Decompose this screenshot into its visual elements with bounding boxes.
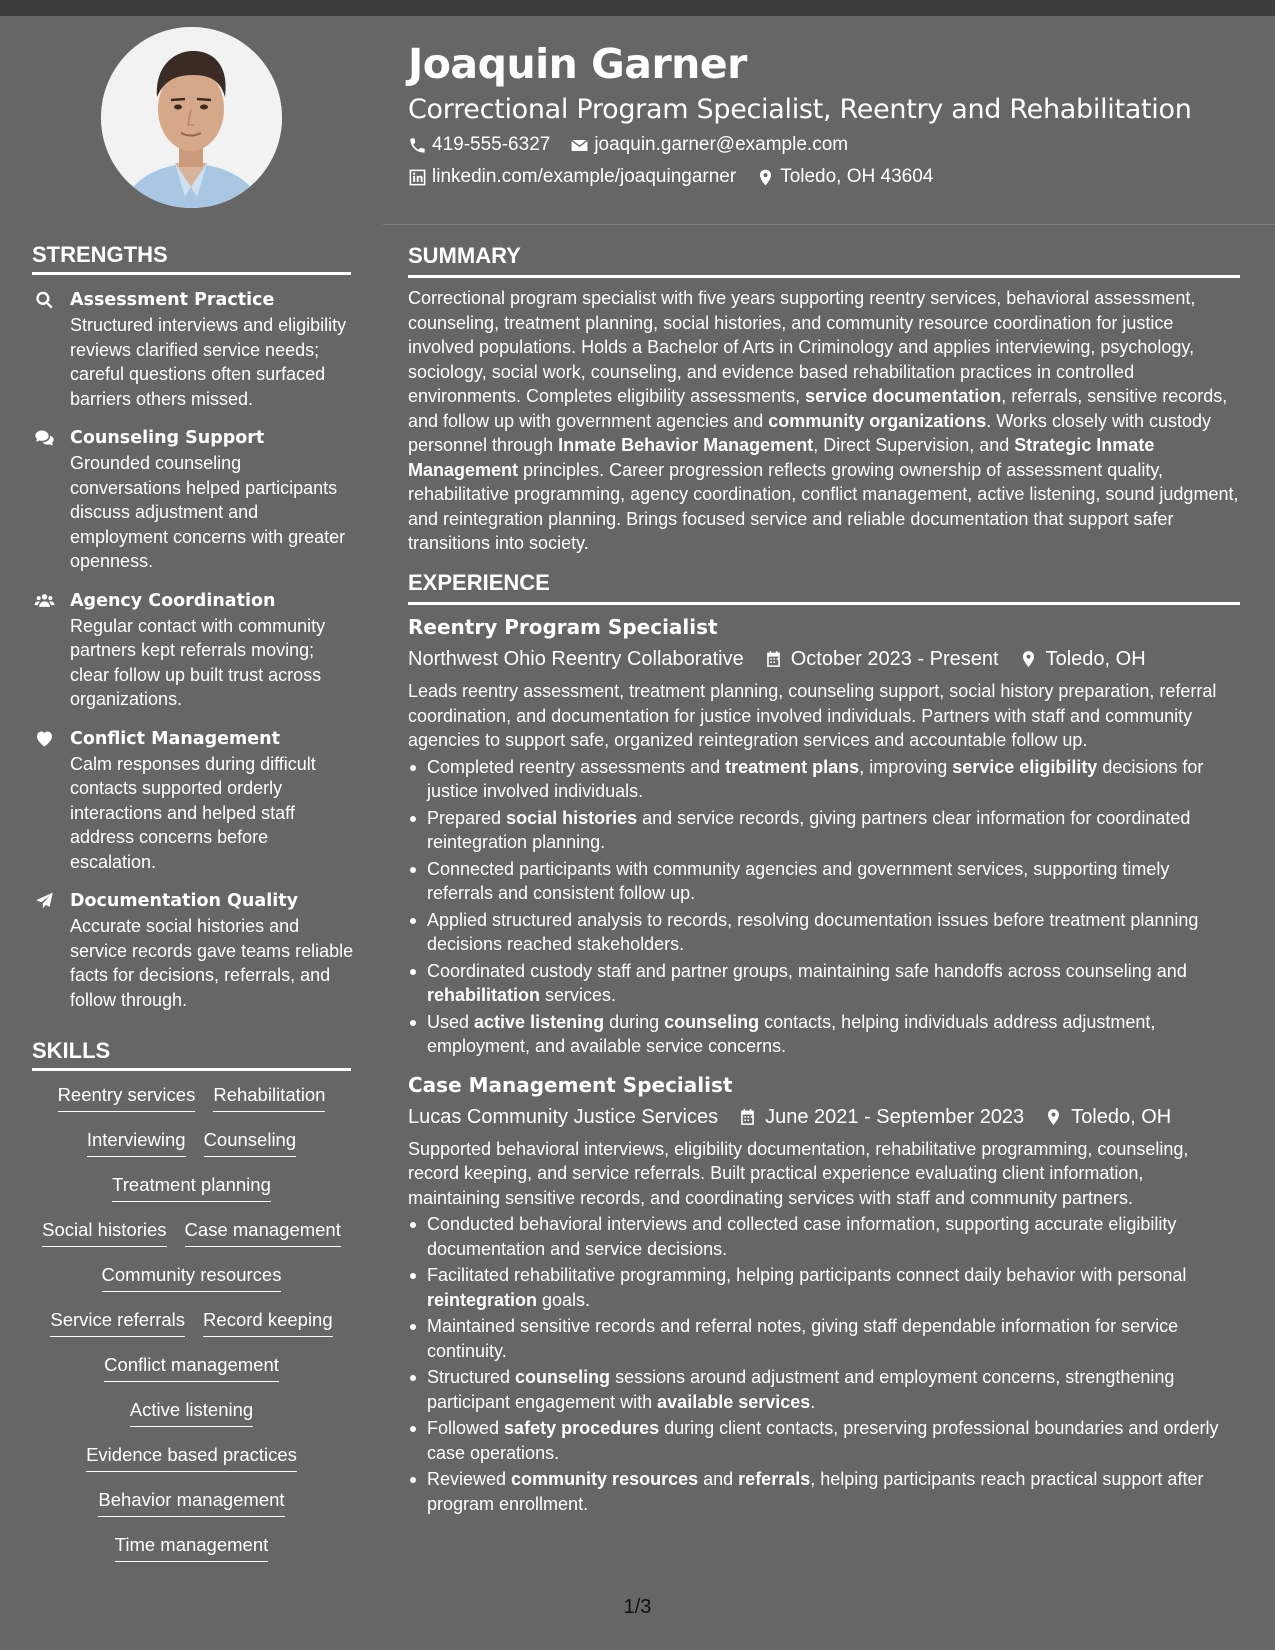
bullet-item	[408, 1365, 1240, 1414]
job-entry	[408, 613, 1240, 1059]
skill-row	[32, 1218, 351, 1263]
strength-title: Documentation Quality	[70, 891, 298, 911]
text-run: goals.	[537, 1289, 591, 1310]
bullet-item	[408, 1416, 1240, 1465]
phone-icon	[408, 136, 427, 155]
skill-tag: Counseling	[204, 1128, 297, 1157]
text-run: Structured	[427, 1367, 516, 1387]
bold-phrase: reintegration	[427, 1289, 538, 1310]
text-run: during	[604, 1011, 665, 1032]
text-run: Facilitated rehabilitative programming, helping participants connect daily behavior with personal	[427, 1265, 1187, 1285]
skill-tag: Evidence based practices	[86, 1443, 297, 1472]
skill-row	[32, 1173, 351, 1218]
summary-heading: SUMMARY	[408, 243, 521, 268]
text-run: and service records, giving partners clear information for coordinated reintegration planning.	[427, 807, 1191, 852]
bold-phrase: Strategic Inmate Management	[408, 435, 1155, 480]
map-marker-icon	[756, 168, 775, 187]
linkedin-icon	[408, 168, 427, 187]
job-company	[408, 645, 744, 673]
skill-tag: Reentry services	[58, 1083, 196, 1112]
summary-text	[408, 286, 1240, 556]
job-description: Supported behavioral interviews, eligibility documentation, rehabilitative programming, counseling, record keeping, and service referrals. Built practical experience evaluating client information, maintaining sensitive records, and coordinating services with staff and community partners.	[408, 1138, 1189, 1208]
skill-tag: Case management	[185, 1218, 341, 1247]
strength-desc: Grounded counseling conversations helped participants discuss adjustment and employment concerns with greater openness.	[70, 453, 346, 571]
bold-phrase: service documentation	[805, 386, 1002, 406]
text-run: Coordinated custody staff and partner groups, maintaining safe handoffs across counseling and	[427, 960, 1187, 981]
experience-heading: EXPERIENCE	[408, 570, 550, 595]
skill-row	[32, 1308, 351, 1353]
location-contact	[756, 166, 933, 188]
text-run: , Direct Supervision, and	[813, 435, 1015, 455]
text-run: principles. Career progression reflects growing ownership of assessment quality, rehabilitative programming, agency coordination, conflict management, active listening, sound judgment, and reintegration planning. Brings focused service and reliable documentation that support safer transitions into society.	[408, 459, 1239, 553]
text-run: Reviewed	[427, 1469, 512, 1489]
bullet-item	[408, 806, 1240, 855]
users-icon	[34, 591, 55, 611]
bullet-item	[408, 908, 1240, 957]
location-text: Toledo, OH	[1071, 1105, 1172, 1128]
bold-phrase: Inmate Behavior Management	[558, 435, 814, 455]
bold-phrase: service eligibility	[952, 756, 1098, 777]
candidate-name: Joaquin Garner	[408, 40, 747, 88]
calendar-icon	[764, 649, 783, 669]
text-run: Completed reentry assessments and	[427, 756, 726, 777]
dates-text: October 2023 - Present	[790, 648, 999, 670]
bold-phrase: counseling	[515, 1367, 611, 1387]
text-run: Used	[427, 1011, 475, 1032]
job-bullets	[408, 755, 1240, 1059]
job-bullets	[408, 1212, 1240, 1516]
comments-icon	[34, 428, 55, 448]
job-description: Leads reentry assessment, treatment planning, counseling support, social history preparation, referral coordination, and documentation for justice involved individuals. Partners with staff and community agencies to support safe, organized reintegration services and accountable follow up.	[408, 681, 1217, 750]
bold-phrase: active listening	[474, 1011, 605, 1032]
search-icon	[34, 290, 55, 310]
bullet-item	[408, 1212, 1240, 1261]
page-number: 1/3	[623, 1596, 652, 1618]
bold-phrase: referrals	[738, 1469, 811, 1489]
company-text: Northwest Ohio Reentry Collaborative	[408, 648, 744, 670]
skills-list	[32, 1083, 351, 1578]
location-text: Toledo, OH 43604	[780, 166, 934, 187]
contact-row-2	[408, 166, 947, 188]
bold-phrase: social histories	[506, 807, 638, 828]
strength-item	[32, 589, 354, 712]
job-dates	[764, 645, 999, 673]
text-run: , helping participants reach practical support after program enrollment.	[427, 1469, 1204, 1514]
bold-phrase: treatment plans	[725, 756, 860, 777]
skill-row	[32, 1533, 351, 1578]
experience-rule	[408, 602, 1240, 605]
map-marker-icon	[1044, 1107, 1063, 1127]
strength-desc: Regular contact with community partners kept referrals moving; clear follow up built trust across organizations.	[70, 615, 326, 709]
profile-photo	[101, 27, 282, 208]
strength-item	[32, 426, 354, 574]
text-run: Conducted behavioral interviews and collected case information, supporting accurate eligibility documentation and service decisions.	[427, 1214, 1177, 1259]
skill-row	[32, 1398, 351, 1443]
company-text: Lucas Community Justice Services	[408, 1105, 719, 1128]
bullet-item	[408, 959, 1240, 1008]
linkedin-text: linkedin.com/example/joaquingarner	[432, 166, 737, 187]
text-run: . Works closely with custody personnel through	[408, 410, 1212, 455]
header-divider	[383, 224, 1275, 225]
phone-text: 419-555-6327	[432, 134, 551, 155]
candidate-title: Correctional Program Specialist, Reentry and Rehabilitation	[408, 94, 1192, 125]
skill-tag: Service referrals	[50, 1308, 185, 1337]
skills-heading: SKILLS	[32, 1038, 111, 1063]
strength-item	[32, 889, 354, 1012]
text-run: Applied structured analysis to records, resolving documentation issues before treatment planning decisions reached stakeholders.	[427, 909, 1199, 954]
text-run: .	[810, 1391, 816, 1412]
job-entry	[408, 1071, 1240, 1517]
text-run: during client contacts, preserving professional boundaries and orderly case operations.	[427, 1418, 1219, 1463]
text-run: decisions for justice involved individuals.	[427, 756, 1204, 801]
skill-row	[32, 1263, 351, 1308]
skill-row	[32, 1443, 351, 1488]
bold-phrase: community resources	[511, 1469, 699, 1489]
skill-tag: Community resources	[102, 1263, 282, 1292]
skill-tag: Active listening	[130, 1398, 253, 1427]
text-run: contacts, helping individuals address adjustment, employment, and available service concerns.	[427, 1011, 1156, 1056]
skills-rule	[32, 1068, 351, 1071]
text-run: Prepared	[427, 807, 507, 828]
job-meta	[408, 1103, 1240, 1131]
strength-title: Conflict Management	[70, 728, 280, 749]
text-run: Correctional program specialist with five years supporting reentry services, behavioral assessment, counseling, treatment planning, social histories, and community resource coordination for justice involved populations. Holds a Bachelor of Arts in Criminology and applies interviewing, psychology, sociology, social work, counseling, and evidence based rehabilitation practices in controlled environments. Completes eligibility assessments,	[408, 288, 1196, 406]
text-run: Followed	[427, 1418, 505, 1438]
job-location	[1019, 645, 1146, 673]
calendar-icon	[738, 1107, 757, 1127]
text-run: services.	[540, 985, 617, 1005]
bullet-item	[408, 755, 1240, 804]
bullet-item	[408, 1263, 1240, 1312]
skill-tag: Interviewing	[87, 1128, 186, 1157]
dates-text: June 2021 - September 2023	[765, 1105, 1025, 1128]
envelope-icon	[570, 136, 589, 155]
strengths-rule	[32, 272, 351, 275]
strength-item	[32, 727, 354, 875]
strength-item	[32, 288, 354, 411]
email-text: joaquin.garner@example.com	[594, 134, 849, 155]
contact-row-1	[408, 134, 862, 156]
skill-tag: Record keeping	[203, 1308, 333, 1337]
text-run: , referrals, sensitive records, and follow up with government agencies and	[408, 386, 1228, 431]
strength-desc: Accurate social histories and service records gave teams reliable facts for decisions, referrals, and follow through.	[70, 916, 354, 1010]
skill-row	[32, 1353, 351, 1398]
text-run: Connected participants with community agencies and government services, supporting timely referrals and consistent follow up.	[427, 858, 1170, 903]
strength-title: Assessment Practice	[70, 290, 275, 310]
bullet-item	[408, 1010, 1240, 1059]
summary-rule	[408, 275, 1240, 278]
skill-tag: Behavior management	[98, 1488, 284, 1517]
skill-tag: Treatment planning	[112, 1173, 271, 1202]
bullet-item	[408, 1467, 1240, 1516]
text-run: , improving	[859, 756, 953, 777]
bold-phrase: counseling	[664, 1011, 760, 1032]
strengths-heading: STRENGTHS	[32, 242, 168, 267]
job-title: Case Management Specialist	[408, 1072, 733, 1097]
job-dates	[738, 1103, 1024, 1131]
location-text: Toledo, OH	[1045, 648, 1146, 670]
skill-row	[32, 1128, 351, 1173]
skill-row	[32, 1488, 351, 1533]
text-run: and	[698, 1469, 739, 1489]
paper-plane-icon	[34, 891, 55, 911]
bold-phrase: safety procedures	[504, 1418, 660, 1438]
summary-section	[408, 243, 1240, 556]
job-meta	[408, 645, 1240, 673]
job-title: Reentry Program Specialist	[408, 615, 718, 639]
email-contact[interactable]	[570, 134, 848, 156]
skill-tag: Time management	[115, 1533, 269, 1562]
bold-phrase: rehabilitation	[427, 985, 541, 1005]
map-marker-icon	[1019, 649, 1038, 669]
strength-desc: Structured interviews and eligibility reviews clarified service needs; careful questions often surfaced barriers others missed.	[70, 315, 347, 409]
text-run: Maintained sensitive records and referral notes, giving staff dependable information for service continuity.	[427, 1316, 1179, 1361]
skill-tag: Conflict management	[104, 1353, 279, 1382]
top-bar	[0, 0, 1275, 16]
strengths-list	[32, 288, 354, 1027]
strength-title: Agency Coordination	[70, 590, 276, 611]
bold-phrase: community organizations	[768, 410, 987, 431]
text-run: sessions around adjustment and employment concerns, strengthening participant engagement with	[427, 1367, 1175, 1412]
skill-tag: Social histories	[42, 1218, 166, 1247]
job-location	[1044, 1103, 1171, 1131]
experience-section	[408, 570, 1240, 1518]
bullet-item	[408, 1314, 1240, 1363]
heart-icon	[34, 729, 55, 749]
linkedin-contact[interactable]	[408, 166, 736, 188]
bold-phrase: available services	[657, 1391, 811, 1412]
job-company	[408, 1103, 718, 1131]
strength-title: Counseling Support	[70, 428, 265, 448]
bullet-item	[408, 857, 1240, 906]
phone-contact[interactable]	[408, 134, 550, 156]
skill-tag: Rehabilitation	[213, 1083, 325, 1112]
strength-desc: Calm responses during difficult contacts supported orderly interactions and helped staff address concerns before escalation.	[70, 753, 316, 872]
skill-row	[32, 1083, 351, 1128]
